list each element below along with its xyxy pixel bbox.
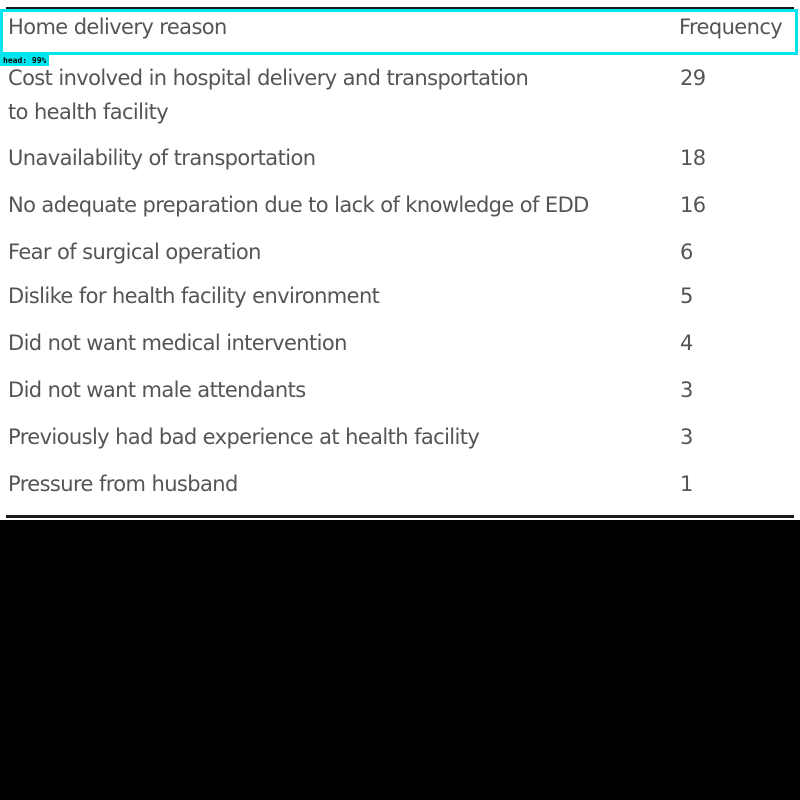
row-reason: Pressure from husband [8,472,238,496]
row-reason: Cost involved in hospital delivery and transportation [8,66,529,90]
row-reason: Previously had bad experience at health facility [8,425,480,449]
row-frequency: 29 [680,66,706,90]
row-frequency: 3 [680,425,693,449]
row-reason: Did not want male attendants [8,378,306,402]
row-frequency: 1 [680,472,693,496]
row-frequency: 16 [680,193,706,217]
row-reason: No adequate preparation due to lack of knowledge of EDD [8,193,589,217]
header-frequency: Frequency [679,15,783,39]
row-frequency: 6 [680,240,693,264]
row-frequency: 3 [680,378,693,402]
row-reason: Did not want medical intervention [8,331,347,355]
table-bottom-rule [6,515,794,518]
row-reason: Unavailability of transportation [8,146,316,170]
header-reason: Home delivery reason [8,15,227,39]
row-frequency: 18 [680,146,706,170]
row-frequency: 5 [680,284,693,308]
row-reason: Fear of surgical operation [8,240,261,264]
row-frequency: 4 [680,331,693,355]
row-reason: Dislike for health facility environment [8,284,380,308]
row-reason-continued: to health facility [8,100,169,124]
detection-label: head: 99% [0,55,49,66]
